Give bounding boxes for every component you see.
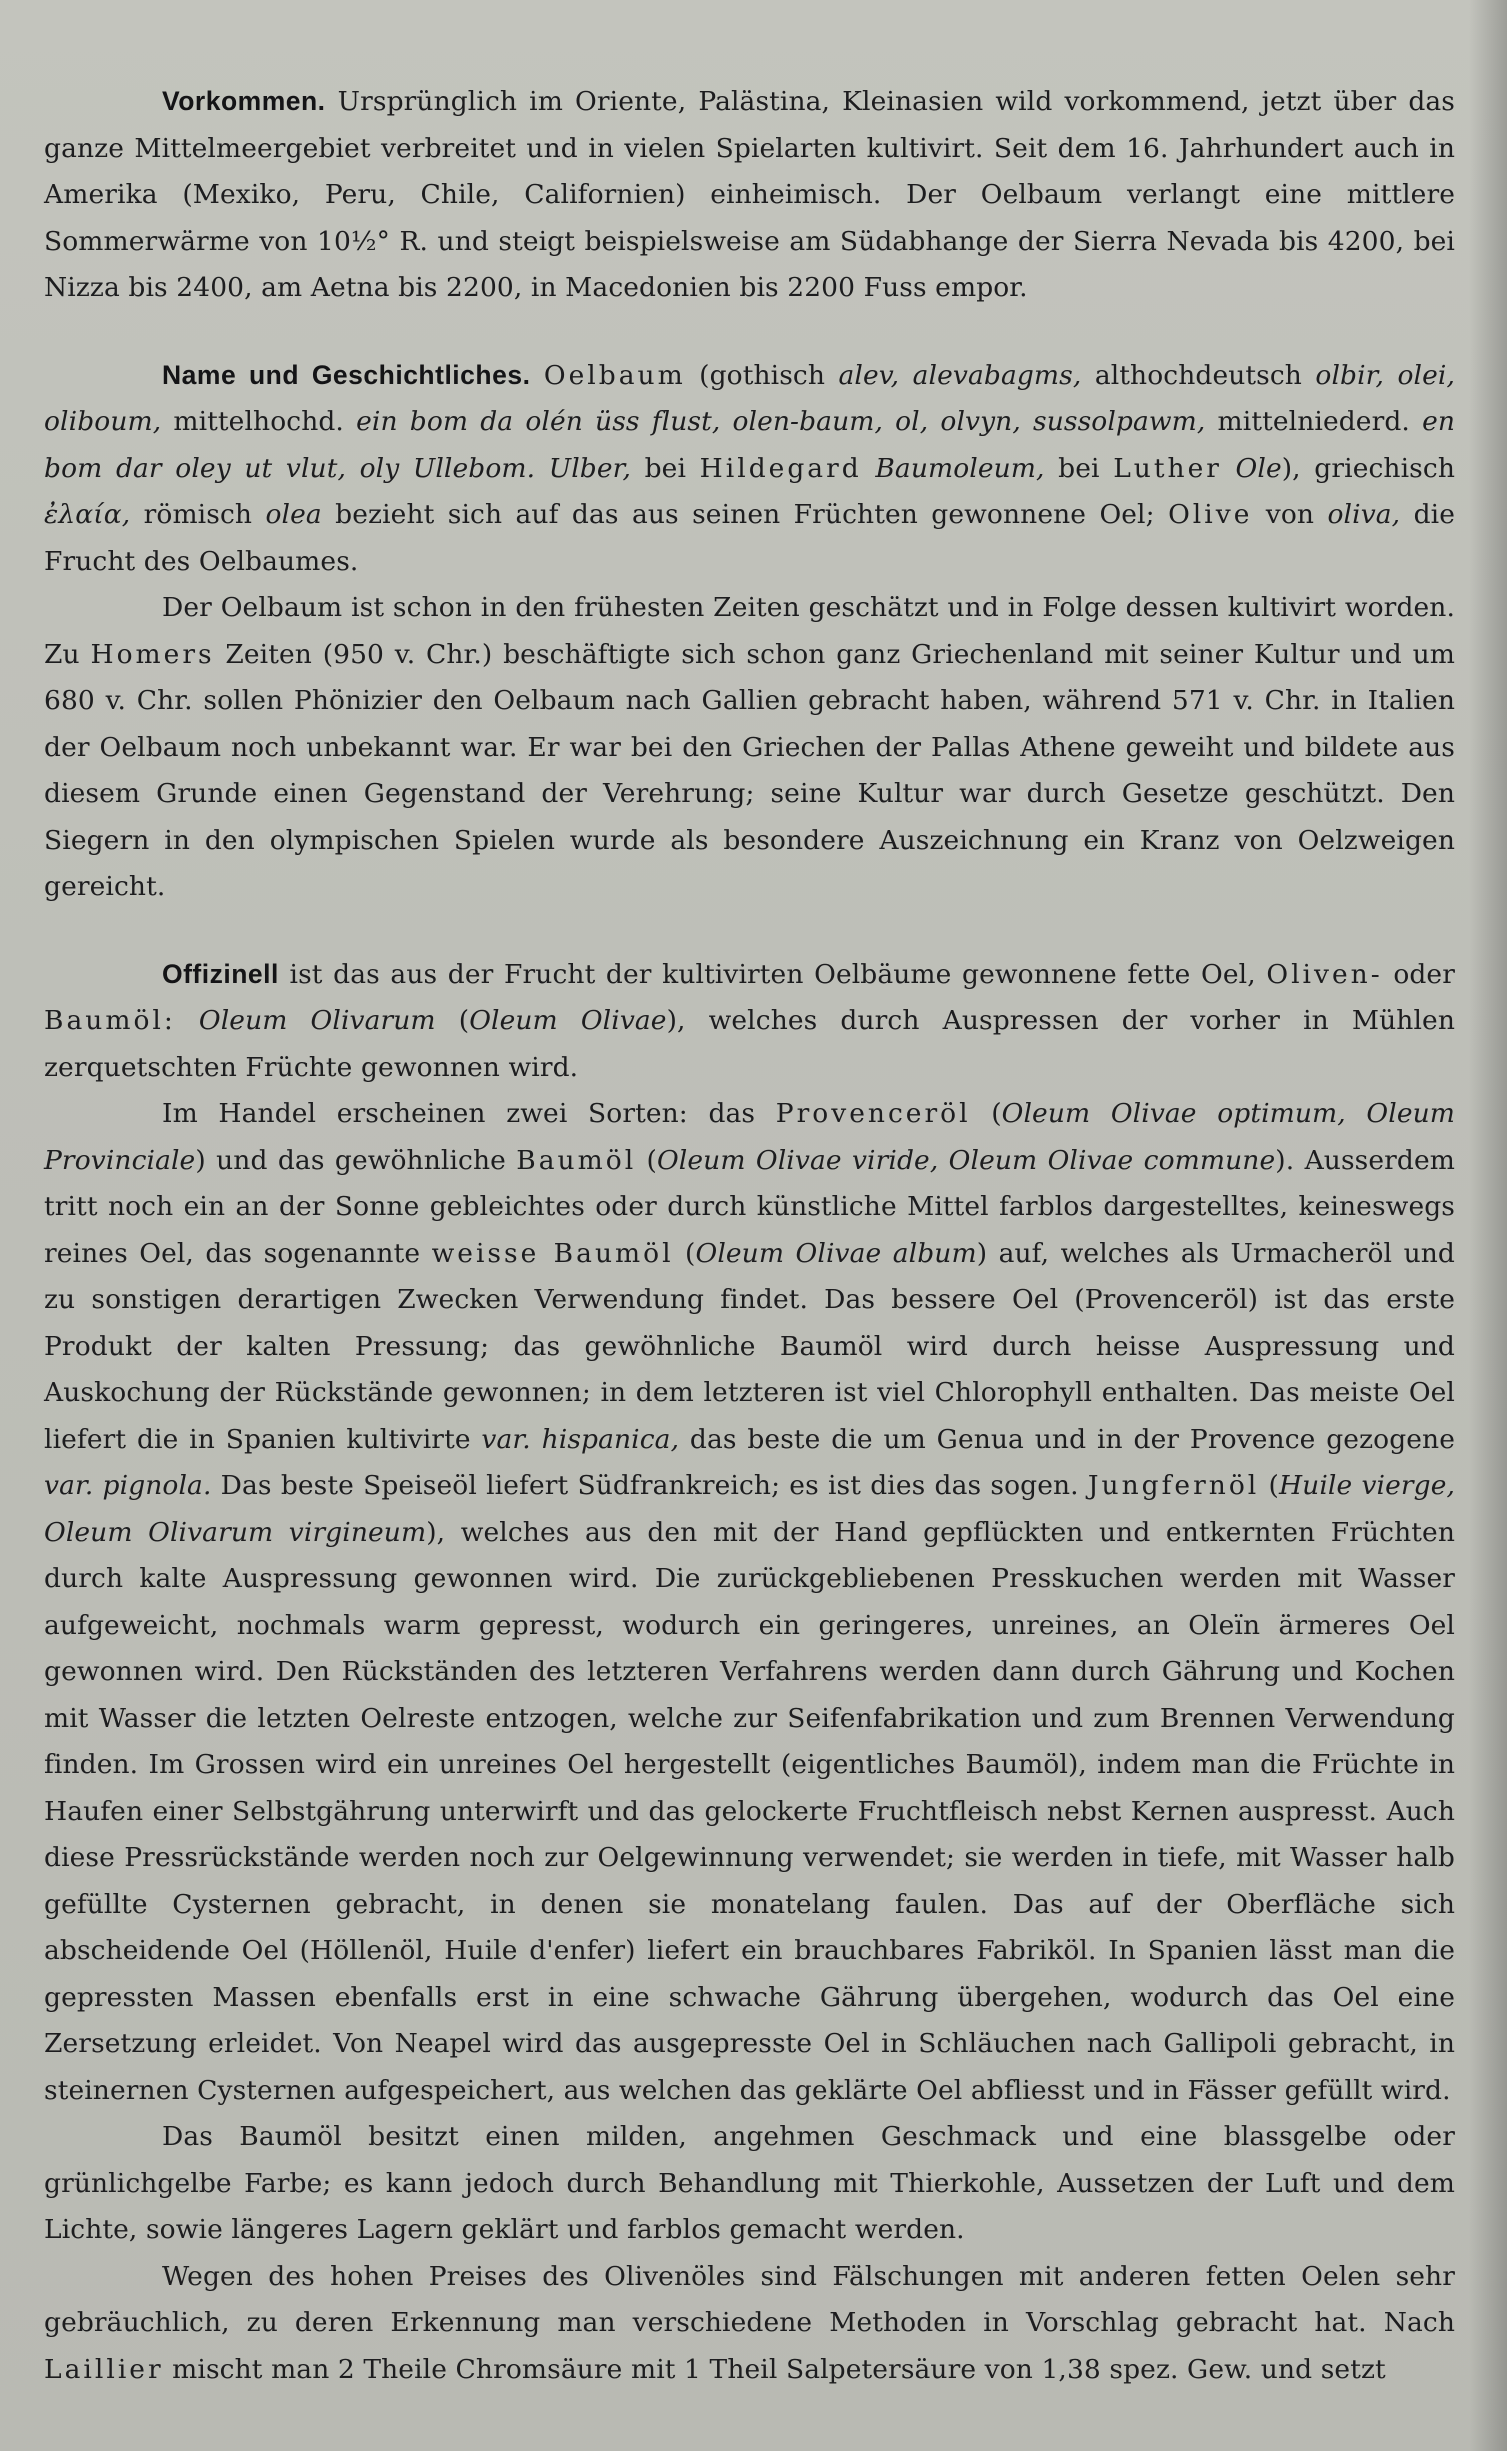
emphasized-term: Provenceröl — [775, 1098, 971, 1129]
text-run: ), welches durch Auspressen der vorher in Mühlen zerquetschten Früchte gewonnen wird. — [44, 1005, 1455, 1083]
emphasized-term: Luther — [1113, 452, 1222, 484]
text-run: Ursprünglich im Oriente, Palästina, Kleinasien wild vorkommend, jetzt über das ganze Mittelmeergebiet verbreitet und in vielen Spielarten kultivirt. Seit dem 16. Jahrhundert auch in Amerika (Mexiko, Peru, Chile, Californien) einheimisch. Der Oelbaum verlangt eine mittlere Sommerwärme von 10½° R. und steigt beispielsweise am Südabhange der Sierra Nevada bis 4200, bei Nizza bis 2400, am Aetna bis 2200, in Macedonien bis 2200 Fuss empor. — [44, 86, 1455, 303]
emphasized-term: Jungfernöl — [1087, 1470, 1260, 1501]
text-run: oder — [1382, 958, 1455, 990]
italic-term: olbir, olei, oliboum, — [44, 359, 1456, 437]
emphasized-term: Oliven- — [1266, 958, 1383, 990]
italic-term: en bom dar oley ut vlut, oly Ullebom. Ulber, — [44, 406, 1456, 484]
emphasized-term: Laillier — [44, 2353, 164, 2385]
emphasized-term: Baumöl — [516, 1144, 637, 1176]
italic-term: ein bom da olén üss flust, olen-baum, ol, olvyn, sussolpawm, — [356, 406, 1206, 437]
emphasized-term: weisse Baumöl — [431, 1237, 674, 1269]
section-heading: Name und Geschichtliches. — [162, 359, 531, 390]
text-run: ( — [673, 1237, 696, 1269]
text-run: ), welches aus den mit der Hand gepflückten und entkernten Früchten durch kalte Auspressung gewonnen wird. Die zurückgebliebenen Presskuchen werden mit Wasser aufgeweicht, nochmals warm gepresst, wodurch ein geringeres, unreines, an Oleïn ärmeres Oel gewonnen wird. Den Rückständen des letzteren Verfahrens werden dann durch Gährung und Kochen mit Wasser die letzten Oelreste entzogen, welche zur Seifenfabrikation und zum Brennen Verwendung finden. Im Grossen wird ein unreines Oel hergestellt (eigentliches Baumöl), indem man die Früchte in Haufen einer Selbstgährung unterwirft und das gelockerte Fruchtfleisch nebst Kernen auspresst. Auch diese Pressrückstände werden noch zur Oelgewinnung verwendet; sie werden in tiefe, mit Wasser halb gefüllte Cysternen gebracht, in denen sie monatelang faulen. Das auf der Oberfläche sich abscheidende Oel (Höllenöl, Huile d'enfer) liefert ein brauchbares Fabriköl. In Spanien lässt man die gepressten Massen ebenfalls erst in eine schwache Gährung übergehen, wodurch das Oel eine Zersetzung erleidet. Von Neapel wird das ausgepresste Oel in Schläuchen nach Gallipoli gebracht, in steinernen Cysternen aufgespeichert, aus welchen das geklärte Oel abfliesst und in Fässer gefüllt wird. — [44, 1516, 1455, 2106]
emphasized-term: Homers — [90, 638, 215, 670]
emphasized-term: Baumöl: — [44, 1005, 176, 1036]
italic-term: Oleum Olivarum — [198, 1005, 436, 1036]
text-run: Zeiten (950 v. Chr.) beschäftigte sich schon ganz Griechenland mit seiner Kultur und um 680 v. Chr. sollen Phönizier den Oelbaum nach Gallien gebracht haben, während 571 v. Chr. in Italien der Oelbaum noch unbekannt war. Er war bei den Griechen der Pallas Athene geweiht und bildete aus diesem Grunde einen Gegenstand der Verehrung; seine Kultur war durch Gesetze geschützt. Den Siegern in den olympischen Spielen wurde als besondere Auszeichnung ein Kranz von Oelzweigen gereicht. — [44, 638, 1455, 902]
text-run: mittelniederd. — [1205, 406, 1423, 437]
emphasized-term: Oelbaum — [543, 359, 686, 391]
text-run: (gothisch — [685, 359, 839, 391]
emphasized-term: Olive — [1168, 499, 1253, 530]
text-run: bei — [1044, 452, 1114, 484]
text-run: mittelhochd. — [161, 406, 357, 437]
text-run: das beste die um Genua und in der Provence gezogene — [679, 1423, 1455, 1455]
italic-term: oliva, — [1327, 499, 1401, 530]
italic-term: Oleum Olivae album — [695, 1237, 977, 1269]
text-run: ( — [636, 1144, 657, 1176]
text-run — [1222, 453, 1236, 484]
text-run: die Frucht des Oelbaumes. — [44, 499, 1456, 577]
italic-term: ἐλαία, — [44, 499, 131, 530]
text-run: ), griechisch — [1281, 452, 1455, 484]
text-run: ) und das gewöhnliche — [195, 1144, 517, 1176]
text-run: Im Handel erscheinen zwei Sorten: das — [162, 1098, 776, 1129]
text-run: ( — [970, 1098, 1002, 1129]
text-run: ) auf, welches als Urmacheröl und zu sonstigen derartigen Zwecken Verwendung findet. Das bessere Oel (Provenceröl) ist das erste Produkt der kalten Pressung; das gewöhnliche Baumöl wird durch heisse Auspressung und Auskochung der Rückstände gewonnen; in dem letzteren ist viel Chlorophyll enthalten. Das meiste Oel liefert die in Spanien kultivirte — [44, 1237, 1455, 1455]
italic-term: Baumoleum, — [875, 452, 1045, 484]
text-section — [44, 78, 1455, 312]
text-run: von — [1252, 499, 1328, 530]
text-run — [530, 360, 543, 391]
text-run: Das beste Speiseöl liefert Südfrankreich; es ist dies das sogen. — [211, 1470, 1088, 1501]
text-section — [44, 951, 1455, 2394]
paragraph — [44, 352, 1455, 586]
italic-term: Ole — [1235, 452, 1282, 484]
italic-term: alev, alevabagms, — [838, 359, 1082, 391]
text-run: ( — [1259, 1470, 1279, 1501]
paragraph — [44, 78, 1455, 312]
text-run: bei — [631, 452, 700, 484]
section-heading: Vorkommen. — [162, 86, 326, 116]
text-run: Das Baumöl besitzt einen milden, angehmen Geschmack und eine blassgelbe oder grünlichgelbe Farbe; es kann jedoch durch Behandlung mit Thierkohle, Aussetzen der Luft und dem Lichte, sowie längeres Lagern geklärt und farblos gemacht werden. — [44, 2121, 1455, 2245]
text-section — [44, 352, 1455, 911]
text-run: Der Oelbaum ist schon in den frühesten Zeiten geschätzt und in Folge dessen kultivirt worden. Zu — [44, 592, 1455, 670]
italic-term: var. pignola. — [44, 1470, 212, 1501]
text-run: bezieht sich auf das aus seinen Früchten gewonnene Oel; — [321, 499, 1169, 530]
italic-term: Oleum Olivae optimum, Oleum Provinciale — [44, 1098, 1455, 1176]
text-run: mischt man 2 Theile Chromsäure mit 1 Theil Salpetersäure von 1,38 spez. Gew. und setzt — [163, 2353, 1386, 2385]
text-run: althochdeutsch — [1081, 359, 1316, 391]
italic-term: Huile vierge, Oleum Olivarum virgineum — [44, 1470, 1456, 1548]
page-content — [44, 78, 1455, 2393]
text-run: ( — [435, 1005, 470, 1036]
section-heading: Offizinell — [162, 958, 279, 989]
italic-term: olea — [265, 499, 322, 530]
text-run: Wegen des hohen Preises des Olivenöles sind Fälschungen mit anderen fetten Oelen sehr gebräuchlich, zu deren Erkennung man verschiedene Methoden in Vorschlag gebracht hat. Nach — [44, 2260, 1455, 2338]
paragraph — [44, 585, 1455, 911]
text-run: ist das aus der Frucht der kultivirten Oelbäume gewonnene fette Oel, — [278, 958, 1267, 990]
italic-term: Oleum Olivae viride, Oleum Olivae commune — [656, 1144, 1276, 1176]
text-run: ). Ausserdem tritt noch ein an der Sonne gebleichtes oder durch künstliche Mittel farblos dargestelltes, keineswegs reines Oel, das sogenannte — [44, 1144, 1456, 1269]
italic-term: Oleum Olivae — [469, 1005, 667, 1036]
paragraph — [44, 1091, 1455, 2114]
emphasized-term: Hildegard — [699, 452, 862, 484]
text-run — [862, 453, 876, 484]
paragraph — [44, 2114, 1455, 2254]
text-run — [176, 1005, 199, 1036]
italic-term: var. hispanica, — [481, 1423, 680, 1455]
paragraph — [44, 951, 1455, 1092]
text-run: römisch — [130, 499, 266, 530]
paragraph — [44, 2254, 1455, 2394]
